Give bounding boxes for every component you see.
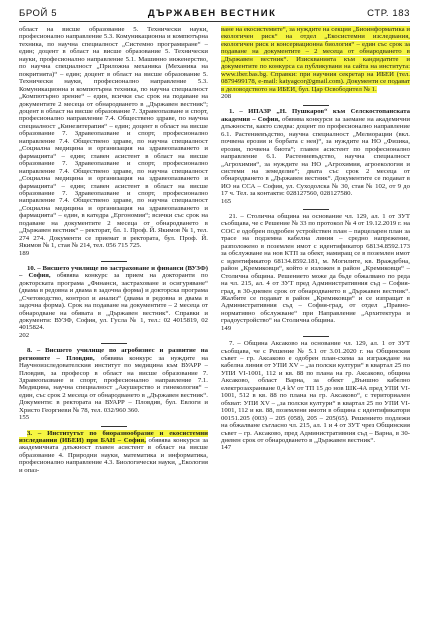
announcement-paragraph: област на висше образование 5. Технически науки, професионално направление 5.3. Комуникационна и компютърна техника, по научна специалност „Системно програмиране“ – един; доцент в област на висше образование 5. Технически науки, професионално направление 5.1. Машинно инженерство, по научна специалност „Приложна механика (Механика на покритията)“ – един; доцент в област на висше образование 5. Технически науки, професионално направление 5.3. Комуникационна и компютърна техника, по научна специалност „Компютърно зрение“ – един, всички със срок на подаване на документите 2 месеца от обнародването в „Държавен вестник“; доцент в област на висше образование 7. Здравеопазване и спорт, професионално направление 7.4. Обществено здраве, по научна специалност „Кинезитерапия“ – един; доцент в област на висше образование 7. Здравеопазване и спорт, професионално направление 7.4. Обществено здраве, по научна специалност „Социална медицина и организация на здравеопазването и фармацията“ – един; главен асистент в област на висше образование 7. Здравеопазване и спорт, професионално направление 7.4. Обществено здраве, по научна специалност „Социална медицина и организация на здравеопазването и фармацията“ – един; главен асистент в област на висше образование 7. Здравеопазване и спорт, професионално направление 7.4. Обществено здраве, по научна специалност „Социална медицина и организация на здравеопазването и фармацията“ – един, в катедра „Ергономия“; всички със срок на подаване на документите 2 месеца от обнародването в „Държавен вестник“ – ректорат, бл. 1. Проф. Й. Якимов № 1, тел. 274 274. Документи се приемат в ректората, бул. Проф. Й. Якимов № 1, стая № 214, тел. 056 715 725. bbox=[19, 26, 208, 250]
separator bbox=[303, 209, 329, 210]
announcement-paragraph: 21. – Столична община на основание чл. 129, ал. 1 от ЗУТ съобщава, че с Решение № 33 по протокол № 4 от 19.12.2019 г. на СОС е одобрен подробен устройствен план – парцеларен план за трасе на подземна кабелна линия – средно напрежение, разположено в поземлен имот с идентификатор 68134.8592.173 за обслужване на нов КТП за обект, намиращ се в поземлен имот с идентификатор 68134.8592.181, м. Могилите, кв. Враждебна, район „Кремиковци“, който е изложен в район „Кремиковци“ – Столична община. Решението може да бъде обжалвано по реда на чл. 215, ал. 4 от ЗУТ пред Административния съд – София-град, в 30-дневен срок от обнародването в „Държавен вестник“. Жалбите се подават в район „Кремиковци“ и се изпращат в Административния съд – София-град, от отдел „Правно-нормативно обслужване“ при Направление „Архитектура и градоустройство“ на Столична община. bbox=[221, 213, 410, 325]
announcement-paragraph bbox=[221, 26, 410, 93]
announcement-paragraph bbox=[221, 108, 410, 197]
announcement-body: обявява конкурс за нуждите на Научноизследователския институт по медицина към ВУАРР – Пловдив, за професор в област на висше образование 7. Здравеопазване и спорт, професионално направление 7.1. Медицина, научна специалност „Акушерство и гинекология“ – един, със срок 2 месеца от обнародването в „Държавен вестник“. Документи: в ректората на ВУАРР – Пловдив, бул. Евлоги и Христо Георгиеви № 78, тел. 032/960 360. bbox=[19, 354, 208, 414]
page-number: СТР. 183 bbox=[367, 8, 410, 19]
announcement-number: 165 bbox=[221, 197, 232, 205]
issue-number: БРОЙ 5 bbox=[19, 8, 58, 19]
announcement-paragraph bbox=[19, 265, 208, 332]
highlighted-body: ване на екосистемите“, за нуждите на секция „Биоинформатика и екологичен риск“ на отдел „Екосистемни изследвания, екологичен риск и консервационна биология“ – един със срок за подаване на документите – 2 месеца от обнародването в „Държавен вестник“. Изискванията към кандидатите и документите по конкурса са публикувани на сайта на института: www.iber.bas.bg. Справки: при научния секретар на ИБЕИ (тел. 0879499178, e-mail: katyagcor@gmail.com). Документи се подават в деловодството на ИБЕИ, бул. Цар Освободител № 1. bbox=[221, 26, 410, 93]
announcement-number: 189 bbox=[19, 249, 30, 257]
separator bbox=[303, 336, 329, 337]
announcement-heading: 8. – Висшето училище по агробизнес и развитие на регионите – Пловдив, bbox=[19, 347, 208, 362]
announcement-paragraph bbox=[19, 347, 208, 414]
two-column-body bbox=[19, 26, 410, 636]
separator bbox=[101, 343, 127, 344]
separator bbox=[303, 105, 329, 106]
highlighted-heading: 3. – Институтът по биоразнообразие и екосистемни изследвания (ИБЕИ) при БАН – София, bbox=[19, 429, 208, 444]
announcement-body: обявява конкурси за академичната длъжност главен асистент в област на висше образование 4. Природни науки, математика и информатика, професионално направление 4.3. Биологически науки, „Екология и опаз- bbox=[19, 436, 208, 474]
announcement-paragraph: 7. – Община Аксаково на основание чл. 129, ал. 1 от ЗУТ съобщава, че с Решение № 5.1 от 3.01.2020 г. на Общинския съвет – гр. Аксаково е одобрен план-схема за изграждане на кабелна линия от УПИ ХV – „за полски култури“ в квартал 25 по УПИ VI-1001, 112 и кв. 88 по плана на гр. Аксаково, община Аксаково, област Варна, за обект „Външно кабелно електрозахранване 0,4 kV от ТП 15 до нов ШК-4А пред УПИ VI-1001, 512 в кв. 88 по плана на гр. Аксаково“, с териториален обхват: УПИ ХV – „за полски култури“ в квартал 25 по УПИ VI-1001, 112 и кв. 88, поземлени имоти в община с идентификатори 00151.205 (003) – 205 (058), 205 – 205(65). Решението подлежи на обжалване съгласно чл. 215, ал. 1 и 4 от ЗУТ чрез Общинския съвет – гр. Аксаково, пред Административния съд – Варна, в 30-дневен срок от обнародването в „Държавен вестник“. bbox=[221, 340, 410, 444]
publication-title: ДЪРЖАВЕН ВЕСТНИК bbox=[147, 8, 277, 19]
announcement-number: 208 bbox=[221, 93, 232, 101]
page-header bbox=[19, 5, 410, 19]
right-column bbox=[221, 26, 410, 636]
separator bbox=[101, 426, 127, 427]
announcement-number: 147 bbox=[221, 444, 232, 452]
announcement-number: 155 bbox=[19, 414, 30, 422]
left-column bbox=[19, 26, 208, 636]
separator bbox=[101, 261, 127, 262]
announcement-body: обявява конкурс за прием на докторанти по докторската програма „Финанси, застраховане и осигуряване“ (двама в редовна и двама в задочна форма) и докторска програма „Счетоводство, контрол и анализ“ (двама в редовна и двама в задочна форма). Срок на подаване на документите – 2 месеца от обнародване на обявата в „Държавен вестник“. Справки и документи: ВУЗФ, София, ул. Гусла № 1, тел.: 02 4015819, 02 4015824. bbox=[19, 272, 208, 332]
announcement-number: 149 bbox=[221, 324, 232, 332]
announcement-heading: 1. – ИПАЗР „Н. Пушкаров“ към Селскостопанската академия – София, bbox=[221, 108, 410, 123]
announcement-number: 202 bbox=[19, 331, 30, 339]
announcement-heading: 10. – Висшето училище по застраховане и финанси (ВУЗФ) – София, bbox=[19, 264, 208, 280]
announcement-body: обявява конкурси за заемане на академични длъжности, както следва: доцент по професионално направление 6.1. Растениевъдство, научна специалност „Мелиорации (вкл. почвена ерозия и борбата с нея)“, за нуждите на НО „Физика, ерозия, почвена биота“; главен асистент по професионално направление 6.1. Растениевъдство, научна специалност „Агрохимия“, за нуждите на НО „Агрохимия, агроекология и системи на земеделие“; двата със срок 2 месеца от обнародването в „Държавен вестник“. Документите се подават в ИО на ССА – София, ул. Суходолска № 30, стая № 102, от 9 до 17 ч. Тел. за контакти: 028127560, 028127580. bbox=[221, 115, 410, 198]
announcement-paragraph bbox=[19, 430, 208, 475]
header-rule bbox=[19, 21, 410, 22]
